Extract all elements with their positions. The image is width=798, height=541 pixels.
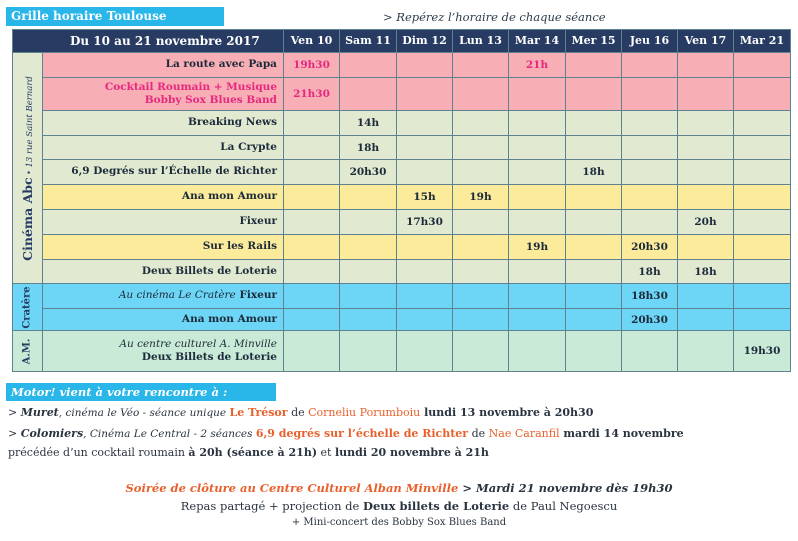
film-title-text: Sur les Rails	[202, 240, 277, 253]
time-cell	[566, 185, 622, 210]
time-cell	[340, 210, 397, 235]
showtime: 20h	[694, 216, 717, 228]
time-cell	[678, 260, 734, 284]
date-colomiers: mardi 14 novembre	[559, 427, 684, 440]
day-label: Lun 13	[459, 34, 502, 47]
venue-separator: •	[24, 167, 34, 177]
time-cell	[734, 284, 791, 309]
day-label: Mar 21	[739, 34, 785, 47]
time-cell	[340, 111, 397, 136]
motor-tag: Motor! vient à votre rencontre à :	[6, 383, 276, 401]
day-label: Ven 10	[290, 34, 333, 47]
time-cell	[566, 136, 622, 160]
venue-name-wrap	[21, 338, 32, 364]
time-cell	[622, 260, 678, 284]
time-cell	[453, 260, 509, 284]
showtime: 20h30	[631, 313, 668, 326]
venue-name: Cinéma Abc	[19, 176, 35, 261]
time-cell	[622, 331, 678, 372]
time-cell	[284, 53, 340, 78]
time-cell	[566, 235, 622, 260]
venue-name: A.M.	[21, 338, 33, 364]
film-title	[43, 78, 284, 111]
day-header	[397, 29, 453, 53]
time-cell	[622, 111, 678, 136]
meal-text: Repas partagé + projection de	[180, 499, 363, 513]
time-cell	[397, 260, 453, 284]
venue-label	[12, 284, 43, 331]
time-cell	[622, 210, 678, 235]
time-cell	[678, 53, 734, 78]
time-cell	[622, 309, 678, 331]
time-cell	[340, 309, 397, 331]
film-title-text: 6,9 Degrés sur l’Échelle de Richter	[71, 165, 277, 178]
time-cell	[509, 136, 566, 160]
time-cell	[509, 284, 566, 309]
time-cell	[678, 331, 734, 372]
film-title-text: Ana mon Amour	[181, 190, 277, 203]
subtitle: > Repérez l’horaire de chaque séance	[383, 10, 606, 24]
time-cell	[622, 185, 678, 210]
time-cell	[509, 111, 566, 136]
film-title	[43, 284, 284, 309]
line-lead: >	[8, 427, 21, 440]
venue-name: Cratère	[21, 285, 33, 329]
time-cell	[284, 78, 340, 111]
time-cell	[340, 260, 397, 284]
time-cell	[566, 111, 622, 136]
closing-date: > Mardi 21 novembre dès 19h30	[458, 481, 673, 495]
time-cell	[453, 210, 509, 235]
film-title	[43, 260, 284, 284]
time-cell	[678, 136, 734, 160]
film-title	[43, 53, 284, 78]
time-cell	[734, 331, 791, 372]
time-cell	[340, 160, 397, 185]
time-cell	[509, 235, 566, 260]
time-cell	[678, 185, 734, 210]
time-cell	[453, 235, 509, 260]
cocktail-date: lundi 20 novembre à 21h	[334, 446, 489, 459]
venue-prefix: Au cinéma Le Cratère	[118, 289, 236, 302]
day-header	[734, 29, 791, 53]
schedule-grid	[12, 29, 791, 372]
day-header	[453, 29, 509, 53]
time-cell	[453, 136, 509, 160]
cocktail-text: précédée d’un cocktail roumain	[8, 446, 189, 459]
film-title	[43, 160, 284, 185]
film-title	[43, 136, 284, 160]
time-cell	[397, 111, 453, 136]
time-cell	[622, 78, 678, 111]
showtime: 19h	[469, 191, 492, 203]
motor-line-muret	[8, 406, 593, 419]
time-cell	[734, 210, 791, 235]
showtime: 20h30	[349, 166, 387, 178]
time-cell	[397, 235, 453, 260]
film-richter: 6,9 degrés sur l’échelle de Richter	[255, 427, 469, 440]
time-cell	[453, 78, 509, 111]
time-cell	[734, 185, 791, 210]
time-cell	[453, 160, 509, 185]
day-label: Jeu 16	[629, 34, 670, 47]
time-cell	[340, 136, 397, 160]
film-title-text: Breaking News	[187, 116, 277, 129]
time-cell	[397, 160, 453, 185]
time-cell	[734, 309, 791, 331]
film-title-text: Deux Billets de Loterie	[141, 351, 277, 363]
time-cell	[509, 53, 566, 78]
time-cell	[340, 331, 397, 372]
closing-concert: + Mini-concert des Bobby Sox Blues Band	[291, 517, 507, 528]
time-cell	[622, 284, 678, 309]
time-cell	[284, 309, 340, 331]
time-cell	[678, 210, 734, 235]
venue-label	[12, 331, 43, 372]
time-cell	[453, 185, 509, 210]
motor-line-colomiers	[8, 427, 684, 440]
time-cell	[453, 331, 509, 372]
time-cell	[678, 160, 734, 185]
film-title	[43, 309, 284, 331]
date-muret: lundi 13 novembre à 20h30	[420, 406, 594, 419]
day-label: Ven 17	[684, 34, 727, 47]
time-cell	[340, 235, 397, 260]
venue-name-wrap	[20, 76, 35, 261]
film-title	[43, 210, 284, 235]
meal-director: de Paul Negoescu	[509, 499, 618, 513]
cocktail-time: à 20h (séance à 21h)	[188, 446, 318, 459]
film-title-line	[119, 289, 277, 302]
film-title-line: Cocktail Roumain + Musique	[104, 80, 277, 93]
showtime: 18h	[356, 141, 380, 154]
film-title-line: Bobby Sox Blues Band	[144, 94, 277, 106]
day-header	[340, 29, 397, 53]
day-label: Mar 14	[514, 34, 560, 47]
time-cell	[734, 136, 791, 160]
time-cell	[734, 235, 791, 260]
time-cell	[678, 284, 734, 309]
day-header	[622, 29, 678, 53]
time-cell	[397, 284, 453, 309]
by-text: de	[468, 427, 489, 440]
time-cell	[566, 53, 622, 78]
showtime: 19h	[525, 241, 549, 253]
time-cell	[340, 53, 397, 78]
film-title-text: La Crypte	[220, 140, 277, 153]
time-cell	[566, 331, 622, 372]
day-header	[509, 29, 566, 53]
time-cell	[734, 160, 791, 185]
by-text: de	[287, 406, 309, 419]
time-cell	[622, 235, 678, 260]
time-cell	[566, 78, 622, 111]
showtime: 18h30	[631, 290, 668, 302]
time-cell	[566, 160, 622, 185]
time-cell	[509, 309, 566, 331]
showtime: 19h30	[743, 345, 781, 357]
period-header	[12, 29, 284, 53]
closing-title: Soirée de clôture au Centre Culturel Alban Minville	[125, 481, 459, 495]
day-header	[678, 29, 734, 53]
time-cell	[284, 136, 340, 160]
film-title	[43, 331, 284, 372]
showtime: 17h30	[406, 216, 443, 228]
day-label: Mer 15	[571, 34, 616, 47]
time-cell	[453, 284, 509, 309]
showtime: 18h	[582, 166, 605, 178]
day-label: Dim 12	[402, 34, 447, 47]
film-title	[43, 185, 284, 210]
time-cell	[509, 185, 566, 210]
showtime: 18h	[694, 265, 717, 278]
closing-title-line	[0, 481, 798, 495]
time-cell	[284, 284, 340, 309]
showtime: 15h	[413, 191, 436, 203]
day-header	[566, 29, 622, 53]
city-muret: Muret	[20, 406, 59, 419]
time-cell	[340, 185, 397, 210]
cocktail-and: et	[317, 446, 335, 459]
time-cell	[509, 210, 566, 235]
time-cell	[453, 53, 509, 78]
film-title-text: Deux Billets de Loterie	[141, 264, 277, 277]
film-le-tresor: Le Trésor	[229, 406, 288, 419]
motor-line-cocktail	[8, 446, 489, 459]
day-header	[284, 29, 340, 53]
venue-prefix: Au centre culturel A. Minville	[119, 337, 277, 350]
time-cell	[622, 160, 678, 185]
venue-colomiers: , Cinéma Le Central - 2 séances	[83, 428, 256, 440]
showtime: 21h30	[293, 88, 330, 100]
venue-address: 13 rue Saint Bernard	[24, 75, 35, 168]
showtime: 19h30	[293, 59, 330, 71]
showtime: 20h30	[631, 241, 668, 253]
venue-label	[12, 53, 43, 284]
venue-muret: , cinéma le Véo - séance unique	[58, 407, 230, 419]
film-title	[43, 111, 284, 136]
time-cell	[284, 111, 340, 136]
time-cell	[566, 260, 622, 284]
time-cell	[622, 53, 678, 78]
film-title-text: Fixeur	[239, 289, 277, 302]
director-caranfil: Nae Caranfil	[488, 427, 560, 440]
showtime: 21h	[525, 59, 549, 71]
time-cell	[284, 185, 340, 210]
time-cell	[397, 185, 453, 210]
time-cell	[340, 284, 397, 309]
time-cell	[566, 309, 622, 331]
time-cell	[734, 78, 791, 111]
time-cell	[284, 235, 340, 260]
schedule-title-tag: Grille horaire Toulouse	[6, 7, 224, 26]
meal-film: Deux billets de Loterie	[362, 499, 510, 513]
time-cell	[678, 309, 734, 331]
time-cell	[397, 210, 453, 235]
time-cell	[397, 53, 453, 78]
line-lead: >	[8, 406, 21, 419]
closing-meal-line	[0, 499, 798, 513]
time-cell	[678, 78, 734, 111]
time-cell	[678, 111, 734, 136]
venue-name-wrap	[22, 286, 33, 328]
film-title-text: La route avec Papa	[165, 58, 277, 71]
period-label: Du 10 au 21 novembre 2017	[70, 33, 260, 48]
time-cell	[397, 136, 453, 160]
time-cell	[397, 78, 453, 111]
time-cell	[340, 78, 397, 111]
city-colomiers: Colomiers	[20, 427, 84, 440]
time-cell	[566, 210, 622, 235]
time-cell	[622, 136, 678, 160]
film-title-text: Fixeur	[239, 215, 277, 228]
day-label: Sam 11	[345, 34, 391, 47]
time-cell	[284, 260, 340, 284]
time-cell	[453, 309, 509, 331]
time-cell	[397, 331, 453, 372]
time-cell	[734, 111, 791, 136]
time-cell	[566, 284, 622, 309]
showtime: 18h	[638, 265, 661, 278]
time-cell	[453, 111, 509, 136]
time-cell	[509, 78, 566, 111]
time-cell	[397, 309, 453, 331]
time-cell	[509, 160, 566, 185]
film-title-text: Ana mon Amour	[181, 312, 277, 325]
time-cell	[509, 331, 566, 372]
time-cell	[284, 210, 340, 235]
time-cell	[734, 260, 791, 284]
director-porumboiu: Corneliu Porumboiu	[308, 406, 421, 419]
time-cell	[284, 160, 340, 185]
time-cell	[509, 260, 566, 284]
time-cell	[284, 331, 340, 372]
time-cell	[678, 235, 734, 260]
showtime: 14h	[356, 117, 380, 129]
time-cell	[734, 53, 791, 78]
film-title	[43, 235, 284, 260]
